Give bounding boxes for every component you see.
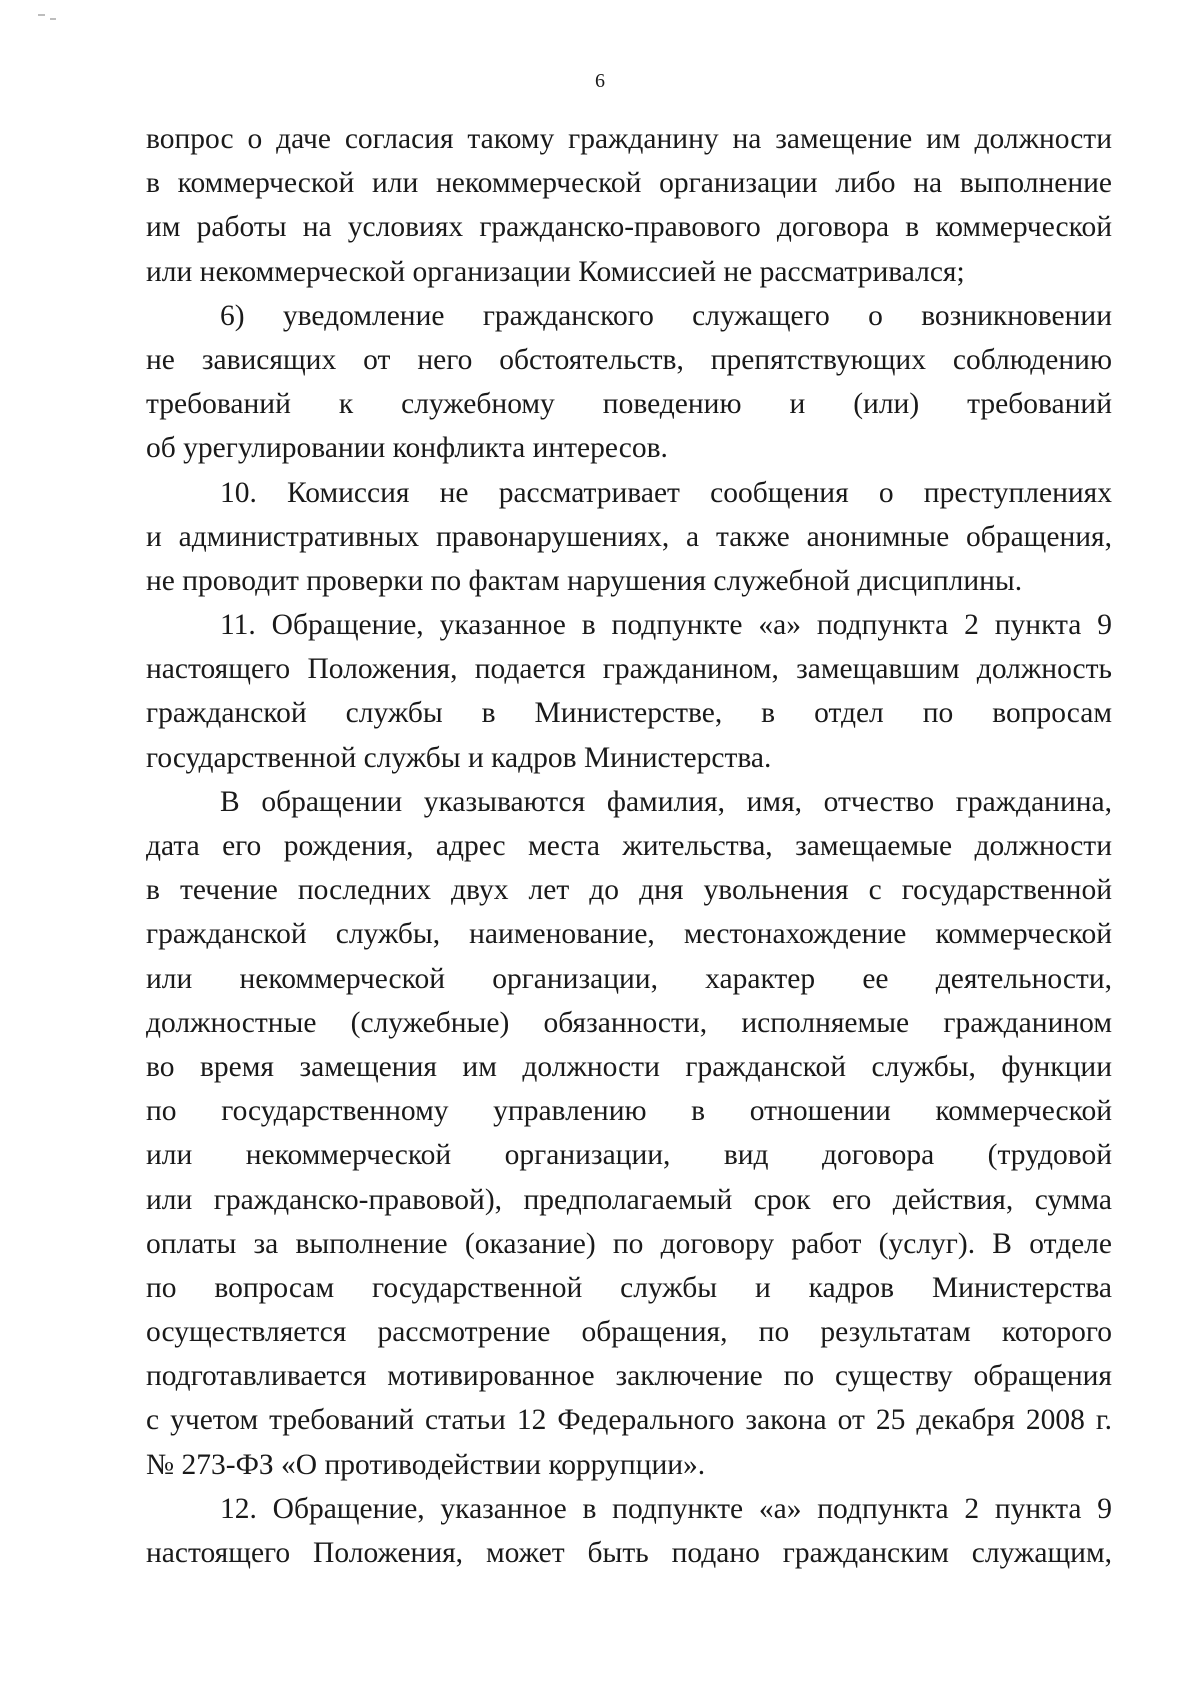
text-line: подготавливается мотивированное заключение по существу обращения [146, 1360, 1112, 1393]
text-line: 12. Обращение, указанное в подпункте «а» подпункта 2 пункта 9 [220, 1492, 1112, 1525]
text-line: с учетом требований статьи 12 Федерального закона от 25 декабря 2008 г. [146, 1404, 1112, 1437]
page-number: 6 [595, 70, 605, 92]
text-line: в коммерческой или некоммерческой организации либо на выполнение [146, 167, 1112, 200]
text-line: настоящего Положения, может быть подано гражданским служащим, [146, 1537, 1112, 1569]
text-line: гражданской службы, наименование, местонахождение коммерческой [146, 918, 1112, 951]
text-line: и административных правонарушениях, а также анонимные обращения, [146, 520, 1112, 553]
text-line: осуществляется рассмотрение обращения, по результатам которого [146, 1316, 1112, 1349]
text-line: им работы на условиях гражданско-правового договора в коммерческой [146, 211, 1112, 244]
text-line: или некоммерческой организации, характер ее деятельности, [146, 962, 1112, 995]
text-line: 6) уведомление гражданского служащего о возникновении [220, 299, 1112, 332]
text-line: не проводит проверки по фактам нарушения служебной дисциплины. [146, 564, 1023, 597]
text-line: вопрос о даче согласия такому гражданину на замещение им должности [146, 123, 1112, 155]
text-line: по государственному управлению в отношении коммерческой [146, 1095, 1112, 1128]
text-line: государственной службы и кадров Министерства. [146, 741, 772, 774]
text-line: или гражданско-правовой), предполагаемый срок его действия, сумма [146, 1183, 1112, 1216]
text-line: № 273-ФЗ «О противодействии коррупции». [146, 1448, 706, 1481]
text-line: или некоммерческой организации, вид договора (трудовой [146, 1139, 1112, 1172]
body-text [146, 117, 1112, 1575]
text-line: должностные (служебные) обязанности, исполняемые гражданином [146, 1006, 1112, 1039]
scan-mark [38, 14, 45, 16]
text-line: гражданской службы в Министерстве, в отдел по вопросам [146, 697, 1112, 730]
text-line: не зависящих от него обстоятельств, препятствующих соблюдению [146, 343, 1112, 376]
text-line: В обращении указываются фамилия, имя, отчество гражданина, [220, 785, 1112, 818]
text-line: или некоммерческой организации Комиссией не рассматривался; [146, 255, 965, 288]
text-line: об урегулировании конфликта интересов. [146, 432, 668, 465]
text-line: оплаты за выполнение (оказание) по договору работ (услуг). В отделе [146, 1227, 1112, 1260]
text-line: 11. Обращение, указанное в подпункте «а» подпункта 2 пункта 9 [220, 609, 1112, 642]
text-line: во время замещения им должности гражданской службы, функции [146, 1050, 1112, 1083]
scan-mark [50, 18, 56, 20]
text-line: по вопросам государственной службы и кадров Министерства [146, 1271, 1112, 1304]
text-line: требований к служебному поведению и (или) требований [146, 388, 1112, 421]
text-line: дата его рождения, адрес места жительства, замещаемые должности [146, 830, 1112, 862]
text-line: 10. Комиссия не рассматривает сообщения о преступлениях [220, 476, 1112, 509]
text-line: настоящего Положения, подается гражданином, замещавшим должность [146, 653, 1112, 686]
text-line: в течение последних двух лет до дня увольнения с государственной [146, 874, 1112, 907]
